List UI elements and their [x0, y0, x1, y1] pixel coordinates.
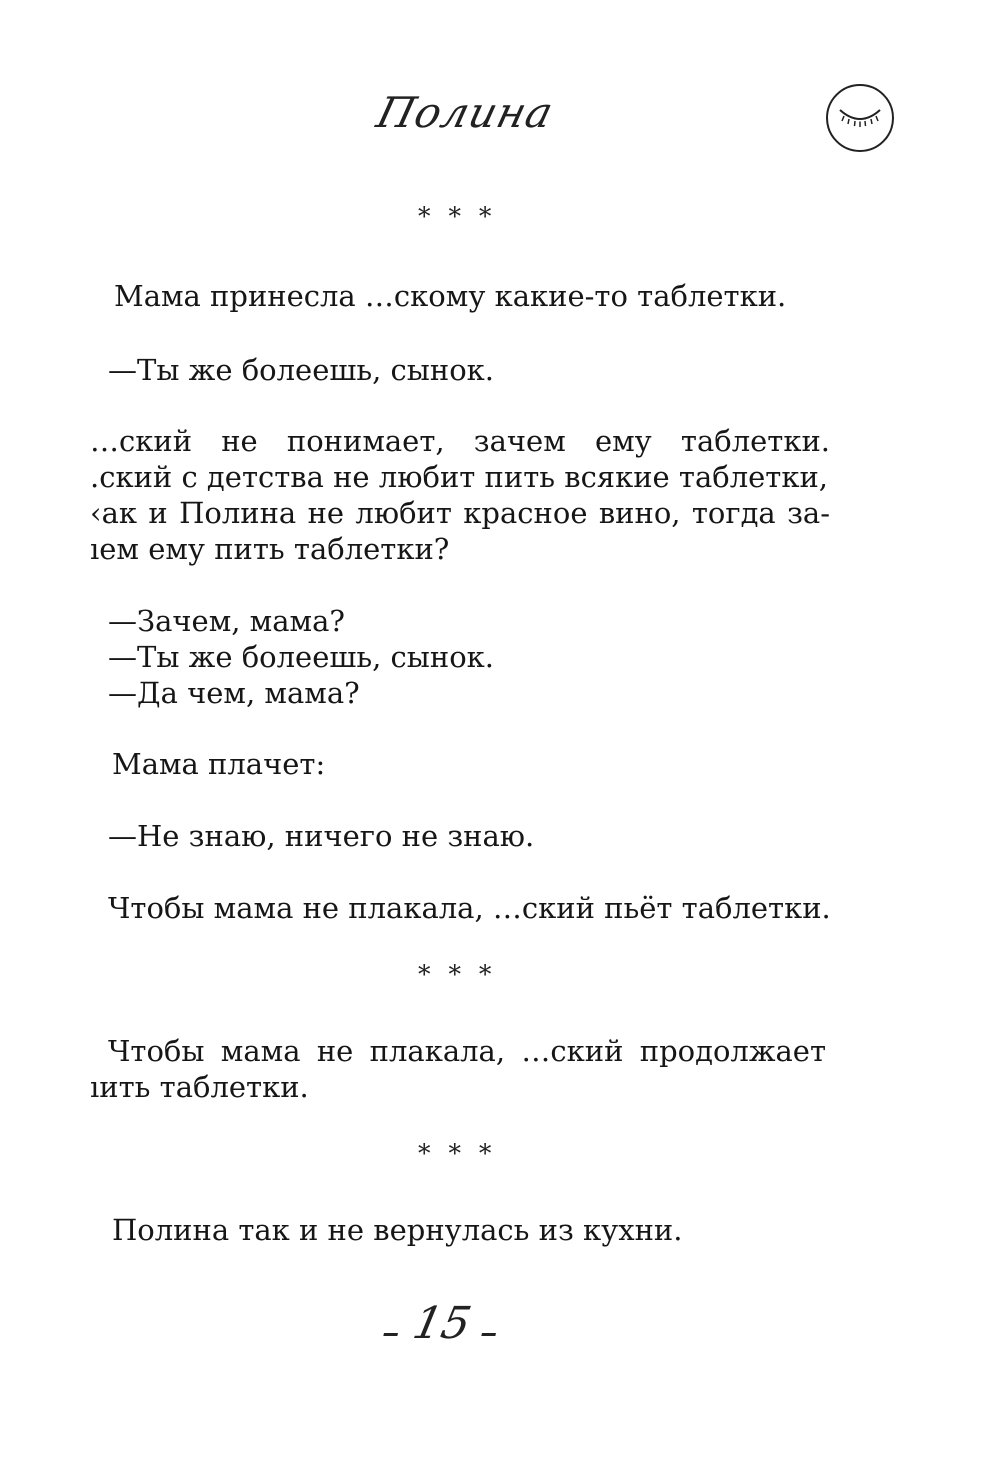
page-number — [381, 1298, 504, 1349]
dialogue-line: —Не знаю, ничего не знаю. — [108, 819, 535, 853]
dialogue-line: —Да чем, мама? — [108, 676, 360, 710]
paragraph-line: ‹ак и Полина не любит красное вино, тогда за- — [90, 496, 830, 530]
section-separator: * * * — [418, 1139, 497, 1168]
page-number-text: 15 — [408, 1298, 476, 1349]
dialogue-line: —Ты же болеешь, сынок. — [108, 353, 495, 387]
paragraph-line: ıем ему пить таблетки? — [90, 532, 450, 566]
closed-eye-icon — [826, 84, 894, 152]
dialogue-line: —Зачем, мама? — [108, 604, 345, 638]
dialogue-line: —Ты же болеешь, сынок. — [108, 640, 495, 674]
paragraph: Мама плачет: — [112, 747, 326, 781]
paragraph: Мама принесла …скому какие-то таблетки. — [114, 279, 787, 313]
section-separator: * * * — [418, 202, 497, 231]
paragraph-line: ıить таблетки. — [90, 1070, 309, 1104]
paragraph-line: .ский с детства не любит пить всякие таблетки, — [90, 460, 829, 494]
section-separator: * * * — [418, 960, 497, 989]
paragraph-line: …ский не понимает, зачем ему таблетки. — [90, 424, 830, 458]
paragraph-line: Чтобы мама не плакала, …ский продолжает — [108, 1034, 826, 1068]
dash-ornament — [481, 1333, 496, 1336]
chapter-title: Полина — [372, 88, 559, 137]
dash-ornament — [383, 1333, 398, 1336]
paragraph: Полина так и не вернулась из кухни. — [112, 1213, 683, 1247]
paragraph: Чтобы мама не плакала, …ский пьёт таблетки. — [108, 891, 831, 925]
